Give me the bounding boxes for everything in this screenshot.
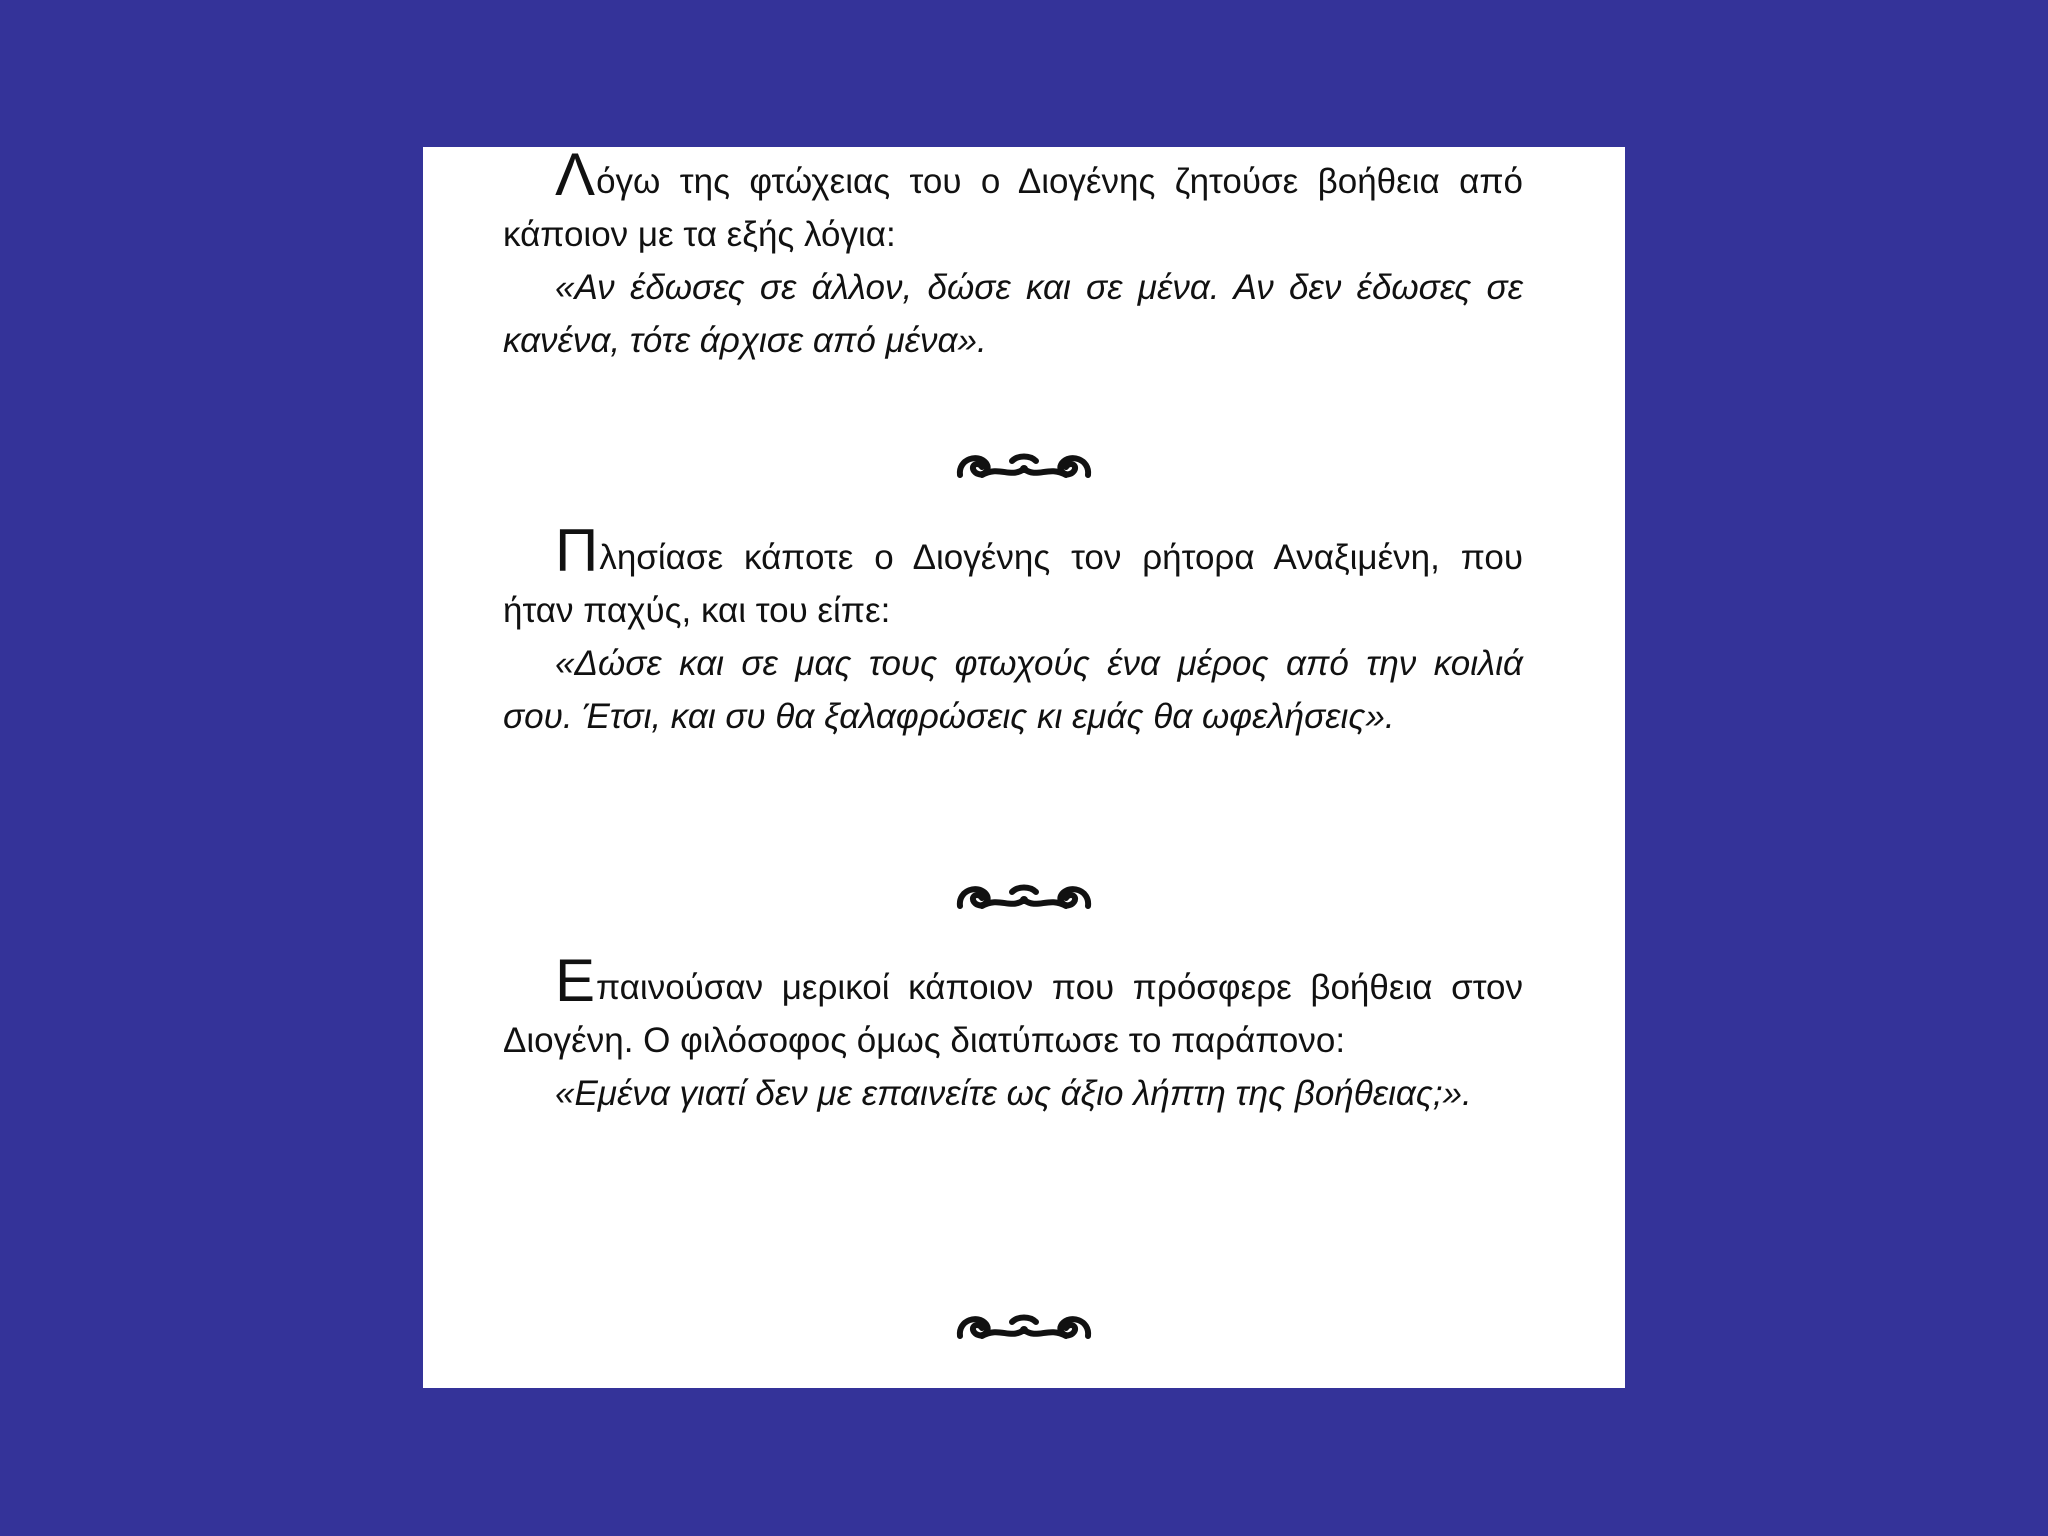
anecdote-quote: «Δώσε και σε μας τους φτωχούς ένα μέρος από την κοιλιά σου. Έτσι, και συ θα ξαλαφρώσεις κι εμάς θα ωφελήσεις». (503, 644, 1523, 736)
book-page (423, 141, 1625, 1388)
fleuron-ornament-icon (423, 1306, 1625, 1350)
anecdote-lead-paragraph (503, 947, 1523, 1067)
anecdote-lead-paragraph (503, 141, 1523, 261)
drop-cap-initial: Π (555, 517, 599, 584)
anecdote-3 (503, 947, 1523, 1120)
anecdote-lead-paragraph (503, 517, 1523, 637)
lead-text: λησίασε κάποτε ο Διογένης τον ρήτορα Αναξιμένη, που ήταν παχύς, και του είπε: (503, 538, 1523, 630)
lead-text: παινούσαν μερικοί κάποιον που πρόσφερε βοήθεια στον Διογένη. Ο φιλόσοφος όμως διατύπωσε το παράπονο: (503, 968, 1523, 1060)
drop-cap-initial: Λ (555, 141, 596, 208)
fleuron-ornament-icon (423, 445, 1625, 489)
anecdote-2 (503, 517, 1523, 743)
anecdote-quote: «Αν έδωσες σε άλλον, δώσε και σε μένα. Αν δεν έδωσες σε κανένα, τότε άρχισε από μένα». (503, 268, 1523, 360)
drop-cap-initial: Ε (555, 947, 596, 1014)
fleuron-ornament-icon (423, 876, 1625, 920)
anecdote-quote: «Εμένα γιατί δεν με επαινείτε ως άξιο λήπτη της βοήθειας;». (555, 1074, 1472, 1113)
lead-text: όγω της φτώχειας του ο Διογένης ζητούσε βοήθεια από κάποιον με τα εξής λόγια: (503, 162, 1523, 254)
anecdote-1 (503, 141, 1523, 367)
